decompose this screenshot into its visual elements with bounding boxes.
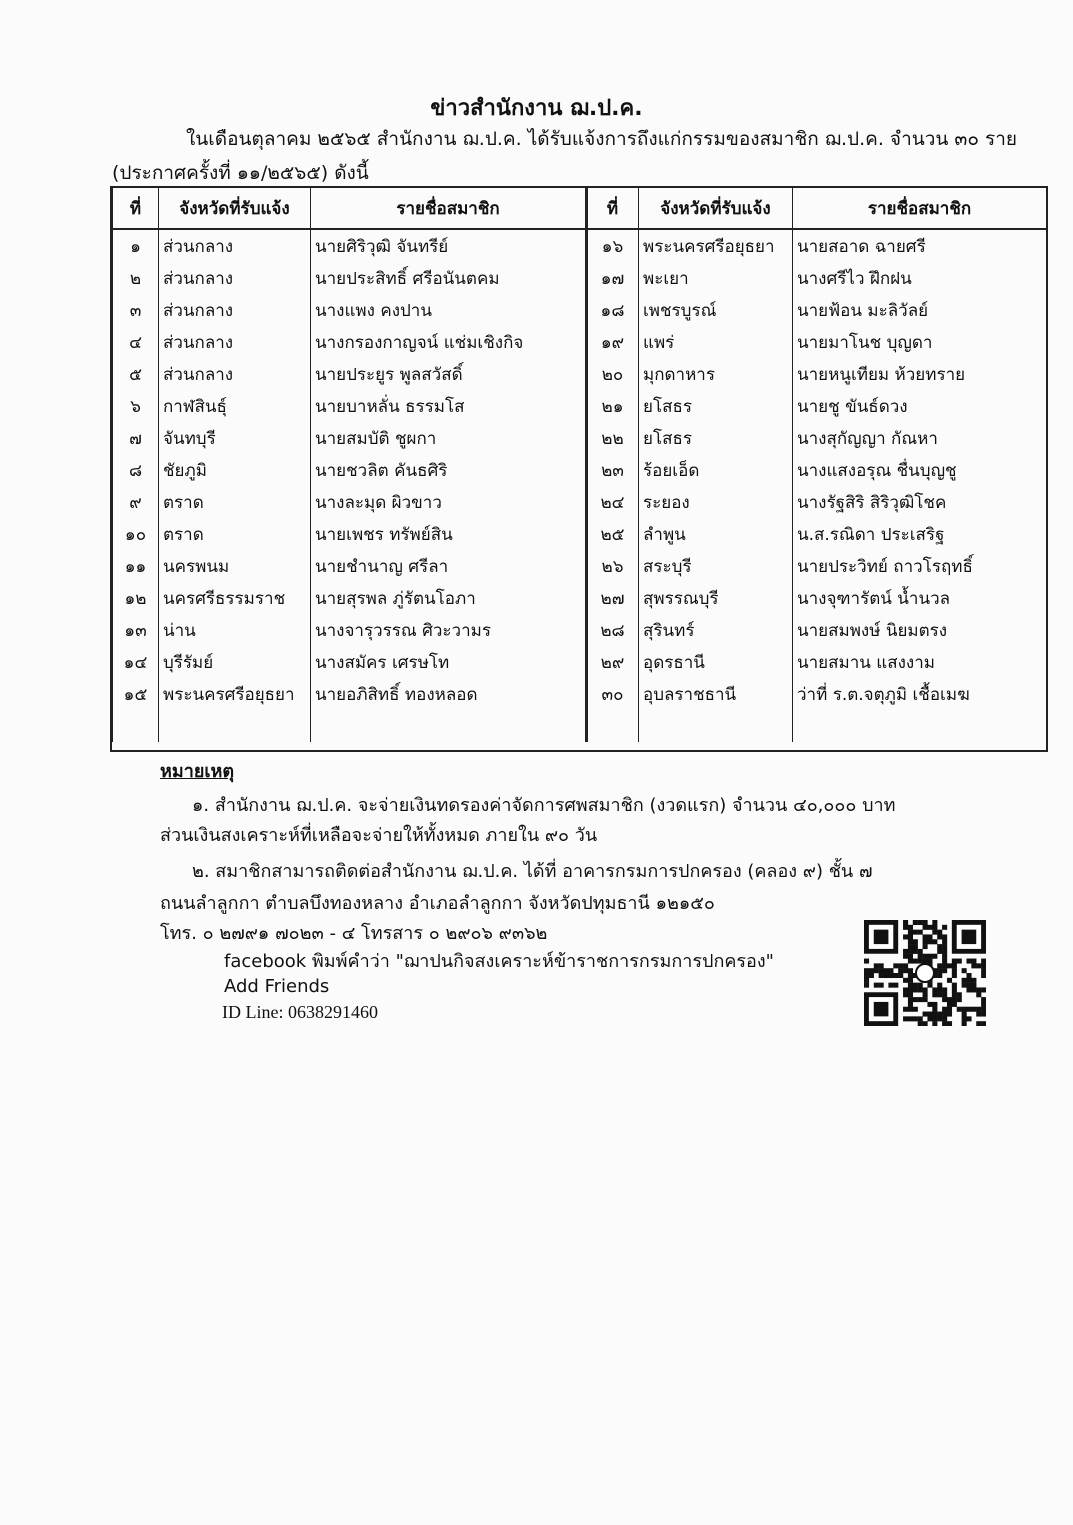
table-row (587, 614, 1047, 646)
cell-name: นายชำนาญ ศรีลา (311, 550, 587, 582)
table-row (113, 326, 587, 358)
header-name: รายชื่อสมาชิก (311, 188, 587, 229)
table-row (113, 358, 587, 390)
cell-name: นายประยูร พูลสวัสดิ์ (311, 358, 587, 390)
cell-province: น่าน (159, 614, 311, 646)
cell-empty (793, 710, 1047, 742)
cell-name: นางจุฑารัตน์ น้ำนวล (793, 582, 1047, 614)
qr-code-icon (864, 920, 986, 1026)
cell-province: สระบุรี (639, 550, 793, 582)
cell-name: นายชู ขันธ์ดวง (793, 390, 1047, 422)
table-row (113, 582, 587, 614)
table-row (113, 646, 587, 678)
facebook-text: facebook พิมพ์คำว่า "ฌาปนกิจสงเคราะห์ข้าราชการกรมการปกครอง" (224, 951, 774, 972)
cell-province: นครศรีธรรมราช (159, 582, 311, 614)
cell-province: กาฬสินธุ์ (159, 390, 311, 422)
cell-name: นายสมบัติ ชูผกา (311, 422, 587, 454)
cell-name: นางละมุด ผิวขาว (311, 486, 587, 518)
table-row-empty (113, 710, 587, 742)
cell-name: ว่าที่ ร.ต.จตุภูมิ เชื้อเมฆ (793, 678, 1047, 710)
cell-province: ระยอง (639, 486, 793, 518)
table-row (113, 390, 587, 422)
notes-heading: หมายเหตุ (160, 761, 235, 782)
cell-empty (311, 710, 587, 742)
cell-name: นางศรีไว ฝึกฝน (793, 262, 1047, 294)
cell-province: นครพนม (159, 550, 311, 582)
cell-no: ๕ (113, 358, 159, 390)
cell-name: นายสอาด ฉายศรี (793, 229, 1047, 262)
members-table-right (586, 188, 1047, 742)
cell-province: ยโสธร (639, 390, 793, 422)
add-friends-text: Add Friends (224, 976, 330, 997)
cell-province: จันทบุรี (159, 422, 311, 454)
cell-empty (639, 710, 793, 742)
phone-fax: โทร. ๐ ๒๗๙๑ ๗๐๒๓ - ๔ โทรสาร ๐ ๒๙๐๖ ๙๓๖๒ (160, 923, 548, 944)
table-header-row (587, 188, 1047, 229)
cell-no: ๑๔ (113, 646, 159, 678)
cell-province: ส่วนกลาง (159, 229, 311, 262)
cell-province: ส่วนกลาง (159, 358, 311, 390)
table-row (587, 422, 1047, 454)
note-1-line-1: ๑. สำนักงาน ฌ.ป.ค. จะจ่ายเงินทดรองค่าจัดการศพสมาชิก (งวดแรก) จำนวน ๔๐,๐๐๐ บาท (192, 795, 896, 816)
cell-province: ส่วนกลาง (159, 262, 311, 294)
header-no: ที่ (113, 188, 159, 229)
cell-province: มุกดาหาร (639, 358, 793, 390)
cell-name: นายชวลิต คันธศิริ (311, 454, 587, 486)
header-province: จังหวัดที่รับแจ้ง (159, 188, 311, 229)
cell-province: เพชรบูรณ์ (639, 294, 793, 326)
note-2-line-1: ๒. สมาชิกสามารถติดต่อสำนักงาน ฌ.ป.ค. ได้ที่ อาคารกรมการปกครอง (คลอง ๙) ชั้น ๗ (192, 861, 873, 882)
cell-name: นางสมัคร เศรษโท (311, 646, 587, 678)
cell-name: นายประสิทธิ์ ศรีอนันตคม (311, 262, 587, 294)
intro-line-2: (ประกาศครั้งที่ ๑๑/๒๕๖๕) ดังนี้ (112, 162, 369, 184)
header-no: ที่ (587, 188, 639, 229)
cell-province: ส่วนกลาง (159, 326, 311, 358)
table-row (113, 550, 587, 582)
cell-no: ๖ (113, 390, 159, 422)
table-row (113, 294, 587, 326)
cell-no: ๒๓ (587, 454, 639, 486)
table-row (587, 390, 1047, 422)
cell-province: อุบลราชธานี (639, 678, 793, 710)
cell-no: ๑๗ (587, 262, 639, 294)
table-row (587, 550, 1047, 582)
cell-name: นางแสงอรุณ ชื่นบุญชู (793, 454, 1047, 486)
members-table (110, 186, 1048, 752)
cell-no: ๔ (113, 326, 159, 358)
cell-name: นายศิริวุฒิ จันทรีย์ (311, 229, 587, 262)
table-row (113, 422, 587, 454)
members-table-left (112, 188, 588, 742)
cell-name: นายสมพงษ์ นิยมตรง (793, 614, 1047, 646)
cell-no: ๙ (113, 486, 159, 518)
cell-no: ๑๙ (587, 326, 639, 358)
cell-no: ๒๒ (587, 422, 639, 454)
page-title: ข่าวสำนักงาน ฌ.ป.ค. (430, 96, 643, 121)
cell-no: ๒๐ (587, 358, 639, 390)
cell-province: พะเยา (639, 262, 793, 294)
table-header-row (113, 188, 587, 229)
table-row (587, 229, 1047, 262)
table-row-empty (587, 710, 1047, 742)
cell-no: ๓ (113, 294, 159, 326)
cell-name: น.ส.รณิดา ประเสริฐ (793, 518, 1047, 550)
cell-no: ๒ (113, 262, 159, 294)
table-row (587, 358, 1047, 390)
cell-no: ๒๗ (587, 582, 639, 614)
table-row (587, 582, 1047, 614)
cell-no: ๑๓ (113, 614, 159, 646)
table-row (587, 454, 1047, 486)
cell-province: ชัยภูมิ (159, 454, 311, 486)
cell-province: แพร่ (639, 326, 793, 358)
cell-name: นายประวิทย์ ถาวโรฤทธิ์ (793, 550, 1047, 582)
header-province: จังหวัดที่รับแจ้ง (639, 188, 793, 229)
table-row (587, 646, 1047, 678)
cell-province: บุรีรัมย์ (159, 646, 311, 678)
cell-no: ๒๔ (587, 486, 639, 518)
cell-no: ๑๖ (587, 229, 639, 262)
cell-province: พระนครศรีอยุธยา (159, 678, 311, 710)
cell-no: ๑๒ (113, 582, 159, 614)
table-row (113, 454, 587, 486)
cell-no: ๒๖ (587, 550, 639, 582)
cell-no: ๑๘ (587, 294, 639, 326)
cell-no: ๑๑ (113, 550, 159, 582)
cell-province: ส่วนกลาง (159, 294, 311, 326)
table-row (587, 262, 1047, 294)
cell-province: ตราด (159, 518, 311, 550)
cell-no: ๘ (113, 454, 159, 486)
cell-no: ๒๑ (587, 390, 639, 422)
cell-name: นายฟ้อน มะลิวัลย์ (793, 294, 1047, 326)
table-row (113, 614, 587, 646)
cell-name: นางจารุวรรณ ศิวะวามร (311, 614, 587, 646)
cell-province: สุรินทร์ (639, 614, 793, 646)
intro-line-1: ในเดือนตุลาคม ๒๕๖๕ สำนักงาน ฌ.ป.ค. ได้รับแจ้งการถึงแก่กรรมของสมาชิก ฌ.ป.ค. จำนวน ๓๐ ราย (186, 128, 1018, 150)
cell-province: ลำพูน (639, 518, 793, 550)
cell-empty (113, 710, 159, 742)
note-2-line-2: ถนนลำลูกกา ตำบลบึงทองหลาง อำเภอลำลูกกา จังหวัดปทุมธานี ๑๒๑๕๐ (160, 893, 715, 914)
cell-name: นางกรองกาญจน์ แช่มเชิงกิจ (311, 326, 587, 358)
cell-name: นายอภิสิทธิ์ ทองหลอด (311, 678, 587, 710)
cell-no: ๑๐ (113, 518, 159, 550)
table-row (587, 294, 1047, 326)
table-row (587, 486, 1047, 518)
cell-name: นายมาโนช บุญดา (793, 326, 1047, 358)
cell-name: นางรัฐสิริ สิริวุฒิโชค (793, 486, 1047, 518)
cell-name: นางสุกัญญา กัณหา (793, 422, 1047, 454)
cell-name: นายสมาน แสงงาม (793, 646, 1047, 678)
cell-name: นายสุรพล ภู่รัตนโอภา (311, 582, 587, 614)
cell-no: ๑ (113, 229, 159, 262)
table-row (587, 678, 1047, 710)
cell-empty (587, 710, 639, 742)
cell-no: ๗ (113, 422, 159, 454)
cell-no: ๑๕ (113, 678, 159, 710)
cell-province: สุพรรณบุรี (639, 582, 793, 614)
cell-province: ร้อยเอ็ด (639, 454, 793, 486)
table-row (587, 326, 1047, 358)
cell-no: ๒๕ (587, 518, 639, 550)
table-row (113, 678, 587, 710)
cell-no: ๓๐ (587, 678, 639, 710)
cell-province: อุดรธานี (639, 646, 793, 678)
cell-name: นายหนูเทียม ห้วยทราย (793, 358, 1047, 390)
cell-province: ตราด (159, 486, 311, 518)
cell-empty (159, 710, 311, 742)
table-row (113, 486, 587, 518)
table-row (587, 518, 1047, 550)
table-row (113, 518, 587, 550)
cell-name: นายบาหลั่น ธรรมโส (311, 390, 587, 422)
cell-province: ยโสธร (639, 422, 793, 454)
table-row (113, 262, 587, 294)
header-name: รายชื่อสมาชิก (793, 188, 1047, 229)
line-id-text: ID Line: 0638291460 (222, 1002, 378, 1022)
cell-province: พระนครศรีอยุธยา (639, 229, 793, 262)
cell-no: ๒๙ (587, 646, 639, 678)
cell-no: ๒๘ (587, 614, 639, 646)
cell-name: นายเพชร ทรัพย์สิน (311, 518, 587, 550)
cell-name: นางแพง คงปาน (311, 294, 587, 326)
note-1-line-2: ส่วนเงินสงเคราะห์ที่เหลือจะจ่ายให้ทั้งหมด ภายใน ๙๐ วัน (160, 825, 598, 846)
table-row (113, 229, 587, 262)
